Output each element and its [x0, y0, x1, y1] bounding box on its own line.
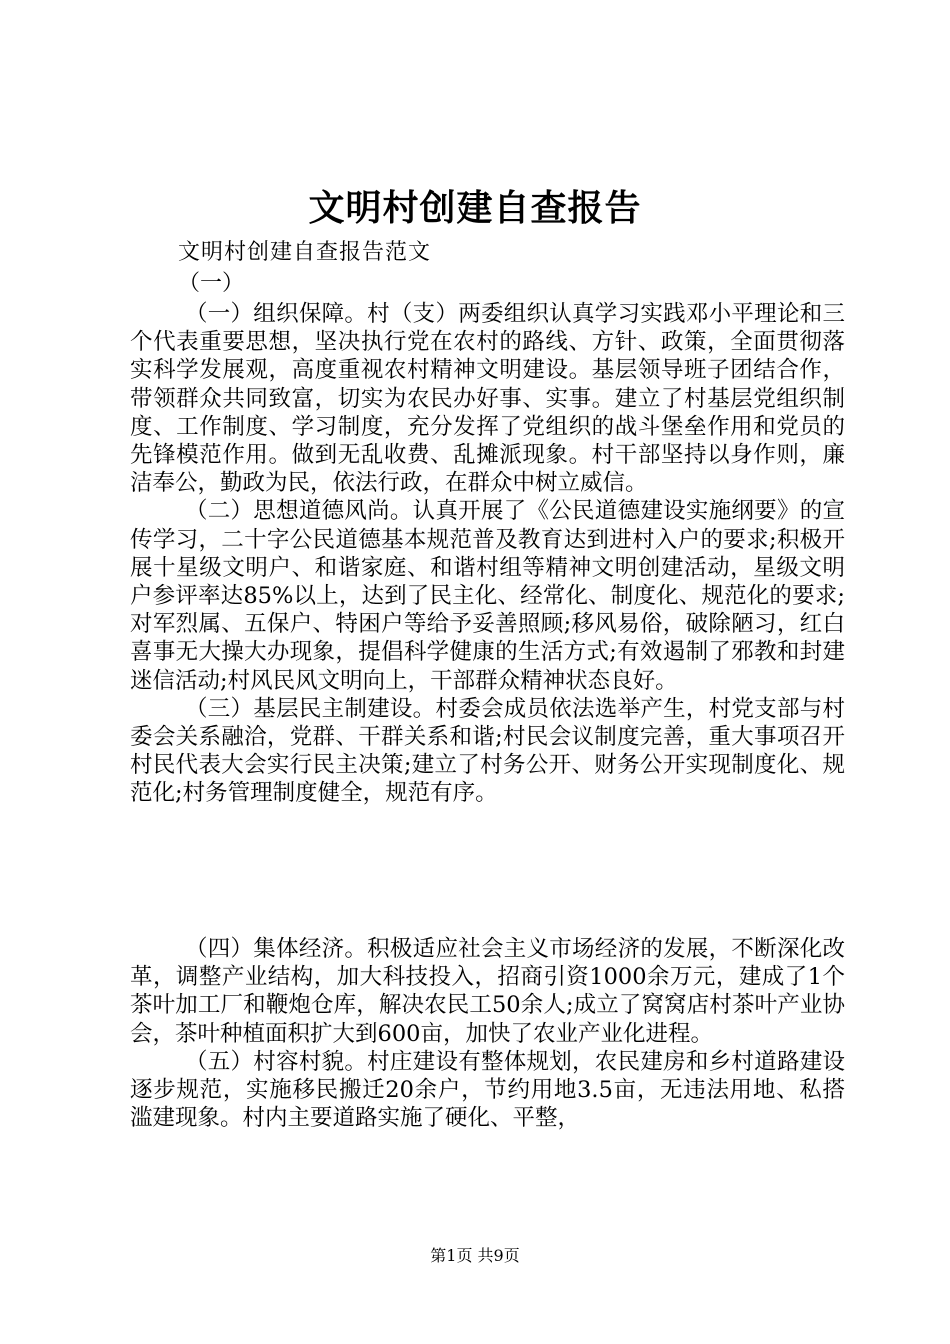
section-marker: （一） — [178, 271, 245, 296]
page-footer: 第1页 共9页 — [430, 1246, 520, 1265]
paragraph-morality: （二）思想道德风尚。认真开展了《公民道德建设实施纲要》的宣传学习，二十字公民道德基本规范普及教育达到进村入户的要求;积极开展十星级文明户、和谐家庭、和谐村组等精神文明创建活动，星级文明户参评率达85%以上，达到了民主化、经常化、制度化、规范化的要求;对军烈属、五保户、特困户等给予妥善照顾;移风易俗，破除陋习，红白喜事无大操大办现象，提倡科学健康的生活方式;有效遏制了邪教和封建迷信活动;村风民风文明向上，干部群众精神状态良好。 — [130, 498, 845, 694]
page-title: 文明村创建自查报告 — [308, 187, 642, 229]
paragraph-organization: （一）组织保障。村（支）两委组织认真学习实践邓小平理论和三个代表重要思想，坚决执行党在农村的路线、方针、政策，全面贯彻落实科学发展观，高度重视农村精神文明建设。基层领导班子团结合作，带领群众共同致富，切实为农民办好事、实事。建立了村基层党组织制度、工作制度、学习制度，充分发挥了党组织的战斗堡垒作用和党员的先锋模范作用。做到无乱收费、乱摊派现象。村干部坚持以身作则，廉洁奉公，勤政为民，依法行政，在群众中树立威信。 — [130, 301, 845, 497]
paragraph-economy: （四）集体经济。积极适应社会主义市场经济的发展，不断深化改革，调整产业结构，加大科技投入，招商引资1000余万元，建成了1个茶叶加工厂和鞭炮仓库，解决农民工50余人;成立了窝窝店村茶叶产业协会，茶叶种植面积扩大到600亩，加快了农业产业化进程。 — [130, 936, 845, 1047]
paragraph-democracy: （三）基层民主制建设。村委会成员依法选举产生，村党支部与村委会关系融洽，党群、干群关系和谐;村民会议制度完善，重大事项召开村民代表大会实行民主决策;建立了村务公开、财务公开实现制度化、规范化;村务管理制度健全，规范有序。 — [130, 695, 845, 807]
body-block-2 — [130, 935, 845, 1132]
body-block-1 — [130, 300, 845, 808]
paragraph-village-appearance: （五）村容村貌。村庄建设有整体规划，农民建房和乡村道路建设逐步规范，实施移民搬迁20余户，节约用地3.5亩，无违法用地、私搭滥建现象。村内主要道路实施了硬化、平整， — [130, 1048, 845, 1132]
document-subtitle: 文明村创建自查报告范文 — [178, 240, 432, 265]
